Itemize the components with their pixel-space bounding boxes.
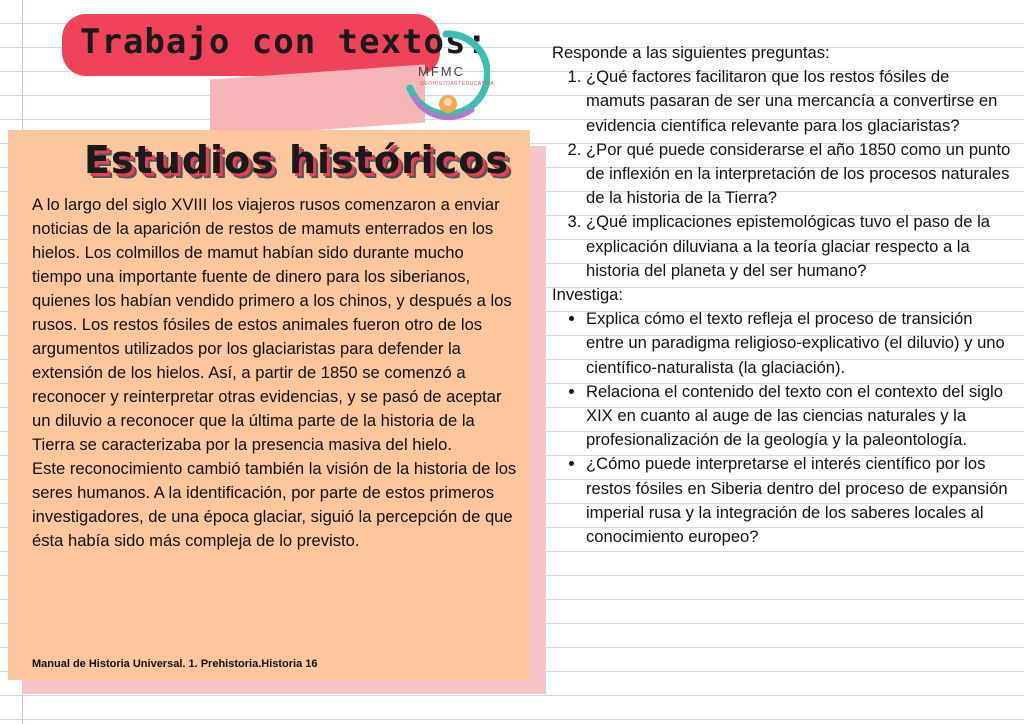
investiga-item: • Relaciona el contenido del texto con el contexto del siglo XIX en cuanto al auge de las ciencias naturales y la profesionalización de la geología y la paleontología. [586,380,1012,453]
investiga-list [552,307,1012,549]
reading-text [32,193,518,553]
logo-subtitle: GEOHISTOARTEDUCATIVA [420,81,495,87]
investiga-heading: Investiga: [552,285,624,305]
investiga-item: • ¿Cómo puede interpretarse el interés científico por los restos fósiles en Siberia dentro del proceso de expansión imperial rusa y la integración de los saberes locales al conocimiento europeo? [586,452,1012,549]
question-item: 1. ¿Qué factores facilitaron que los restos fósiles de mamuts pasaran de ser una mercancía a convertirse en evidencia científica relevante para los glaciaristas? [586,65,1012,138]
header-title: Trabajo con textos: [80,22,488,62]
panel-title: Estudios históricos [84,138,509,182]
activities-column [552,41,1012,549]
question-item: 3. ¿Qué implicaciones epistemológicas tuvo el paso de la explicación diluviana a la teoría glaciar respecto a la historia del planeta y del ser humano? [586,210,1012,283]
reading-paragraph: Este reconocimiento cambió también la visión de la historia de los seres humanos. A la identificación, por parte de estos primeros investigadores, de una época glaciar, siguió la percepción de que ésta había sido más compleja de lo previsto. [32,459,517,550]
questions-list [552,65,1012,283]
question-item: 2. ¿Por qué puede considerarse el año 1850 como un punto de inflexión en la interpretación de los procesos naturales de la historia de la Tierra? [586,138,1012,211]
source-citation: Manual de Historia Universal. 1. Prehistoria.Historia 16 [32,658,318,670]
logo-initials: MFMC [418,64,465,79]
questions-heading: Responde a las siguientes preguntas: [552,43,830,62]
investiga-item: • Explica cómo el texto refleja el proceso de transición entre un paradigma religioso-explicativo (el diluvio) y uno científico-naturalista (la glaciación). [586,307,1012,380]
reading-paragraph: A lo largo del siglo XVIII los viajeros rusos comenzaron a enviar noticias de la aparición de restos de mamuts enterrados en los hielos. Los colmillos de mamut habían sido durante mucho tiempo una importante fuente de dinero para los siberianos, quienes los habían vendido primero a los chinos, y después a los rusos. Los restos fósiles de estos animales fueron otro de los argumentos utilizados por los glaciaristas para defender la extensión de los hielos. Así, a partir de 1850 se comenzó a reconocer y reinterpretar otras evidencias, y se pasó de aceptar un diluvio a reconocer que la última parte de la historia de la Tierra se caracterizaba por la presencia masiva del hielo. [32,195,512,454]
